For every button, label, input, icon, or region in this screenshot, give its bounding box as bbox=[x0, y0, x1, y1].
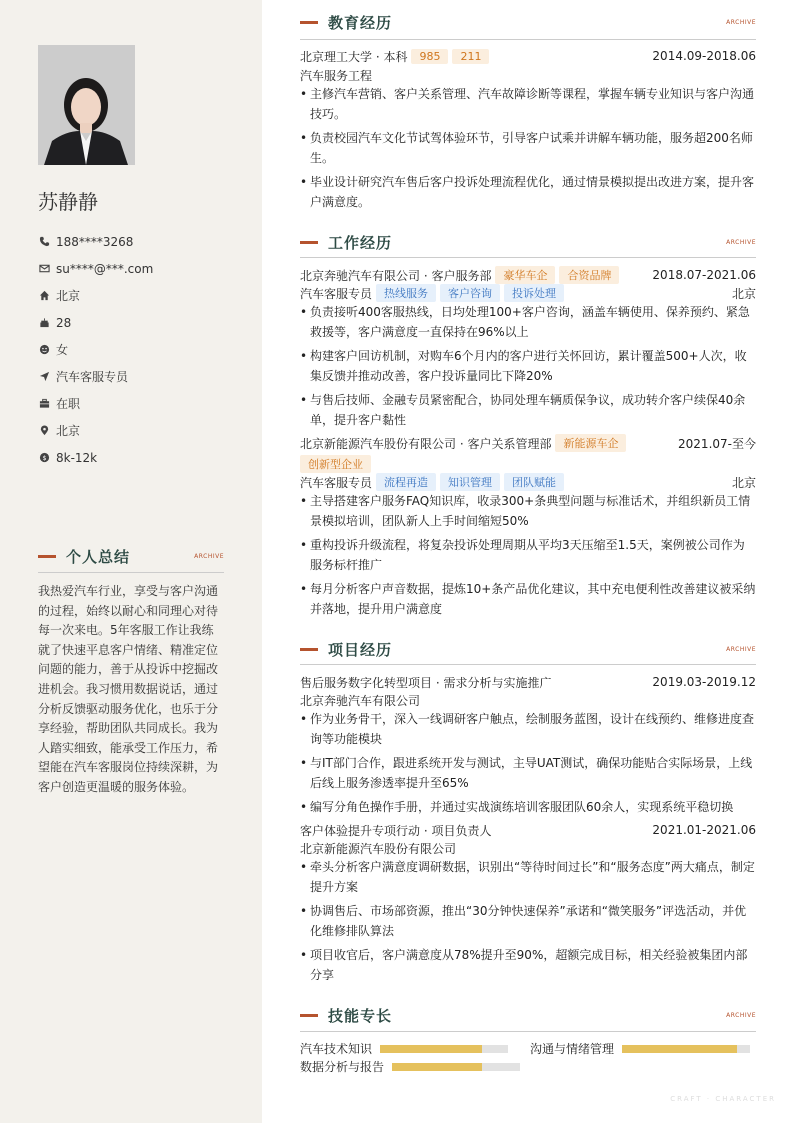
job-role: 汽车客服专员 bbox=[300, 475, 373, 490]
job-role-row bbox=[300, 473, 756, 491]
cake-icon bbox=[38, 317, 50, 329]
job-role-row bbox=[300, 284, 756, 302]
project-name: 售后服务数字化转型项目 · 需求分析与实施推广 bbox=[300, 675, 552, 690]
skill-bar-track bbox=[380, 1045, 508, 1053]
person-icon bbox=[38, 344, 50, 356]
project-org-row bbox=[300, 839, 756, 857]
info-text: 在职 bbox=[56, 397, 81, 411]
info-gender bbox=[38, 336, 153, 363]
summary-title: 个人总结 bbox=[66, 548, 131, 566]
briefcase-icon bbox=[38, 398, 50, 410]
heading-accent-bar bbox=[38, 555, 56, 558]
info-status bbox=[38, 390, 153, 417]
info-home bbox=[38, 282, 153, 309]
education-bullet: • 毕业设计研究汽车售后客户投诉处理流程优化，通过情景模拟提出改进方案，提升客户满意度。 bbox=[300, 173, 756, 212]
job-company-row bbox=[300, 266, 756, 284]
job-bullet: • 重构投诉升级流程，将复杂投诉处理周期从平均3天压缩至1.5天，案例被公司作为服务标杆推广 bbox=[300, 536, 756, 575]
project-name: 客户体验提升专项行动 · 项目负责人 bbox=[300, 823, 492, 838]
school-tag: 985 bbox=[411, 49, 448, 64]
education-heading bbox=[300, 12, 756, 33]
job-date: 2021.07-至今 bbox=[678, 436, 756, 451]
project-bullet: • 与IT部门合作，跟进系统开发与测试，主导UAT测试，确保功能贴合实际场景，上线后线上服务渗透率提升至65% bbox=[300, 754, 756, 793]
info-phone bbox=[38, 228, 153, 255]
role-tag: 热线服务 bbox=[376, 284, 436, 302]
project-bullet: • 作为业务骨干，深入一线调研客户触点，绘制服务蓝图，设计在线预约、维修进度查询等功能模块 bbox=[300, 710, 756, 749]
job-city: 北京 bbox=[731, 475, 756, 490]
skill-bar-track bbox=[622, 1045, 750, 1053]
job-company: 北京奔驰汽车有限公司 · 客户服务部 bbox=[300, 268, 492, 283]
skills-title: 技能专长 bbox=[328, 1007, 393, 1025]
info-text: 8k-12k bbox=[56, 450, 98, 465]
job-company: 北京新能源汽车股份有限公司 · 客户关系管理部 bbox=[300, 436, 552, 451]
education-bullet: • 主修汽车营销、客户关系管理、汽车故障诊断等课程，掌握车辆专业知识与客户沟通技巧。 bbox=[300, 85, 756, 124]
role-tag: 投诉处理 bbox=[504, 284, 564, 302]
project-org: 北京奔驰汽车有限公司 bbox=[300, 693, 421, 708]
archive-label: ARCHIVE bbox=[726, 646, 756, 653]
info-position bbox=[38, 363, 153, 390]
skill-name: 沟通与情绪管理 bbox=[530, 1042, 615, 1056]
svg-text:$: $ bbox=[41, 453, 47, 462]
project-org-row bbox=[300, 691, 756, 709]
archive-label: ARCHIVE bbox=[726, 1012, 756, 1019]
phone-icon bbox=[38, 236, 50, 248]
projects-divider bbox=[300, 664, 756, 665]
education-date: 2014.09-2018.06 bbox=[652, 49, 756, 63]
projects-title: 项目经历 bbox=[328, 641, 393, 659]
info-text: su****@***.com bbox=[56, 261, 154, 276]
role-tag: 知识管理 bbox=[440, 473, 500, 491]
education-divider bbox=[300, 39, 756, 40]
education-title: 教育经历 bbox=[328, 14, 393, 32]
role-tag: 客户咨询 bbox=[440, 284, 500, 302]
job-bullet: • 构建客户回访机制，对购车6个月内的客户进行关怀回访，累计覆盖500+人次，收集反馈并推动改善，客户投诉量同比下降20% bbox=[300, 347, 756, 386]
major: 汽车服务工程 bbox=[300, 68, 373, 83]
education-major-row bbox=[300, 66, 756, 84]
company-tag: 合资品牌 bbox=[559, 266, 619, 284]
info-age bbox=[38, 309, 153, 336]
role-tag: 流程再造 bbox=[376, 473, 436, 491]
home-icon bbox=[38, 290, 50, 302]
job-role: 汽车客服专员 bbox=[300, 286, 373, 301]
job-bullet: • 每月分析客户声音数据，提炼10+条产品优化建议，其中充电便利性改善建议被采纳并落地，提升用户满意度 bbox=[300, 580, 756, 619]
profile-photo bbox=[38, 45, 135, 165]
work-heading bbox=[300, 232, 756, 253]
info-text: 188****3268 bbox=[56, 234, 134, 249]
project-name-row bbox=[300, 821, 756, 839]
location-icon bbox=[38, 425, 50, 437]
mail-icon bbox=[38, 263, 50, 275]
project-bullet: • 项目收官后，客户满意度从78%提升至90%，超额完成目标，相关经验被集团内部分享 bbox=[300, 946, 756, 985]
info-location bbox=[38, 417, 153, 444]
company-tag: 创新型企业 bbox=[300, 455, 371, 473]
archive-label: ARCHIVE bbox=[726, 239, 756, 246]
candidate-name: 苏静静 bbox=[38, 190, 98, 214]
skill-item bbox=[530, 1040, 750, 1057]
send-icon bbox=[38, 371, 50, 383]
info-email bbox=[38, 255, 153, 282]
job-city: 北京 bbox=[731, 286, 756, 301]
work-divider bbox=[300, 257, 756, 258]
archive-label: ARCHIVE bbox=[194, 553, 224, 560]
skill-name: 数据分析与报告 bbox=[300, 1060, 385, 1074]
role-tag: 团队赋能 bbox=[504, 473, 564, 491]
skill-bar-track bbox=[392, 1063, 520, 1071]
skill-bar-fill bbox=[622, 1045, 737, 1053]
skills-divider bbox=[300, 1031, 756, 1032]
archive-label: ARCHIVE bbox=[726, 19, 756, 26]
contact-info-list bbox=[38, 228, 153, 471]
info-text: 女 bbox=[56, 343, 69, 357]
job-bullet: • 负责接听400客服热线，日均处理100+客户咨询，涵盖车辆使用、保养预约、紧急救援等，客户满意度一直保持在96%以上 bbox=[300, 303, 756, 342]
education-bullet: • 负责校园汽车文化节试驾体验环节，引导客户试乘并讲解车辆功能，服务超200名师生。 bbox=[300, 129, 756, 168]
company-tag: 豪华车企 bbox=[495, 266, 555, 284]
project-date: 2019.03-2019.12 bbox=[652, 675, 756, 689]
summary-text: 我热爱汽车行业，享受与客户沟通的过程，始终以耐心和同理心对待每一次来电。5年客服工作让我练就了快速平息客户情绪、精准定位问题的能力，善于从投诉中挖掘改进机会。我习惯用数据说话，通过分析反馈驱动服务优化，也乐于分享经验，帮助团队共同成长。我为人踏实细致，能承受工作压力，希望能在汽车客服岗位持续深耕，为客户创造更温暖的服务体验。 bbox=[38, 584, 219, 794]
sidebar bbox=[0, 0, 262, 1123]
company-tag: 新能源车企 bbox=[555, 434, 626, 452]
info-text: 汽车客服专员 bbox=[56, 370, 129, 384]
salary-icon bbox=[38, 452, 50, 464]
info-text: 北京 bbox=[56, 289, 81, 303]
job-company-tag-row bbox=[300, 455, 756, 473]
project-date: 2021.01-2021.06 bbox=[652, 823, 756, 837]
job-company-row bbox=[300, 434, 756, 452]
skill-bar-fill bbox=[392, 1063, 482, 1071]
work-title: 工作经历 bbox=[328, 234, 393, 252]
job-date: 2018.07-2021.06 bbox=[652, 268, 756, 282]
info-text: 北京 bbox=[56, 424, 81, 438]
job-bullet: • 与售后技师、金融专员紧密配合，协同处理车辆质保争议，成功转介客户续保40余单，提升客户黏性 bbox=[300, 391, 756, 430]
project-bullet: • 牵头分析客户满意度调研数据，识别出“等待时间过长”和“服务态度”两大痛点，制定提升方案 bbox=[300, 858, 756, 897]
project-org: 北京新能源汽车股份有限公司 bbox=[300, 841, 457, 856]
summary-divider bbox=[38, 572, 224, 573]
project-bullet: • 编写分角色操作手册，并通过实战演练培训客服团队60余人，实现系统平稳切换 bbox=[300, 798, 756, 818]
skills-heading bbox=[300, 1005, 756, 1026]
footer-watermark: CRAFT · CHARACTER bbox=[670, 1095, 776, 1103]
summary-heading bbox=[38, 546, 224, 567]
school-tag: 211 bbox=[452, 49, 489, 64]
info-salary bbox=[38, 444, 153, 471]
skill-name: 汽车技术知识 bbox=[300, 1042, 373, 1056]
heading-accent-bar bbox=[300, 21, 318, 24]
skill-item bbox=[300, 1058, 520, 1075]
heading-accent-bar bbox=[300, 1014, 318, 1017]
skill-item bbox=[300, 1040, 508, 1057]
education-school-row bbox=[300, 47, 756, 65]
projects-heading bbox=[300, 639, 756, 660]
info-text: 28 bbox=[56, 315, 72, 330]
heading-accent-bar bbox=[300, 648, 318, 651]
school-name: 北京理工大学 · 本科 bbox=[300, 49, 408, 64]
skill-bar-fill bbox=[380, 1045, 482, 1053]
heading-accent-bar bbox=[300, 241, 318, 244]
project-name-row bbox=[300, 673, 756, 691]
project-bullet: • 协调售后、市场部资源，推出“30分钟快速保养”承诺和“微笑服务”评选活动，并优化维修排队算法 bbox=[300, 902, 756, 941]
job-bullet: • 主导搭建客户服务FAQ知识库，收录300+条典型问题与标准话术，并组织新员工情景模拟培训，团队新人上手时间缩短50% bbox=[300, 492, 756, 531]
